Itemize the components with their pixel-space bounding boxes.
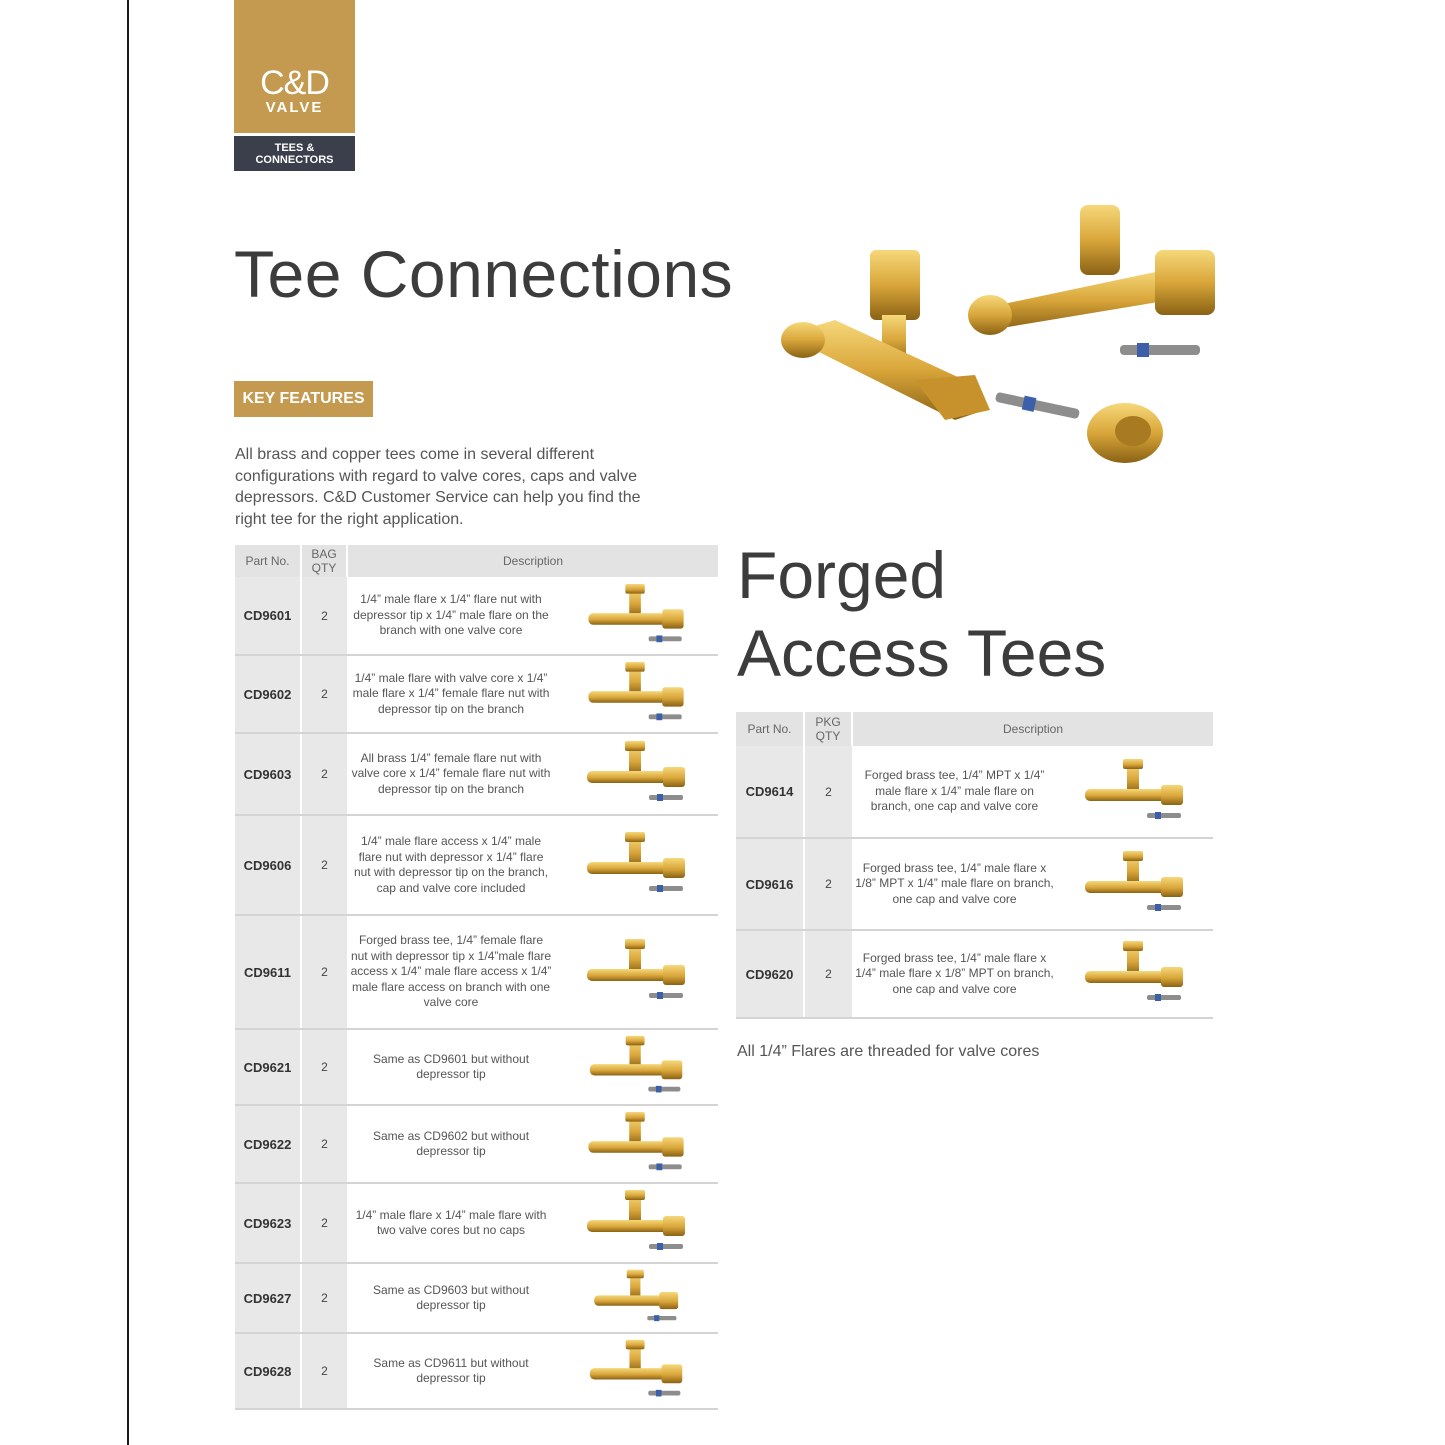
description: Same as CD9603 but without depressor tip (347, 1263, 555, 1333)
flare-note: All 1/4” Flares are threaded for valve cores (737, 1043, 1040, 1060)
table-header-row (736, 712, 1213, 746)
part-number: CD9627 (235, 1263, 301, 1333)
description: 1/4” male flare x 1/4” male flare with two valve cores but no caps (347, 1183, 555, 1263)
header-description: Description (347, 545, 718, 577)
part-number: CD9623 (235, 1183, 301, 1263)
forged-access-tees-table (736, 712, 1213, 1019)
part-number: CD9620 (736, 930, 804, 1018)
product-image (555, 1029, 718, 1105)
quantity: 2 (301, 1333, 347, 1409)
forged-section-title (737, 536, 1106, 692)
forged-title-line1: Forged (737, 538, 947, 612)
description: Forged brass tee, 1/4” male flare x 1/4” male flare x 1/8” MPT on branch, one cap and valve core (852, 930, 1057, 1018)
product-image (555, 733, 718, 815)
intro-paragraph: All brass and copper tees come in several different configurations with regard to valve cores, caps and valve depressors. C&D Customer Service can help you find the right tee for the right application. (235, 446, 641, 528)
product-image (1057, 746, 1213, 838)
product-image (555, 1263, 718, 1333)
table-row (235, 815, 718, 915)
table-row (235, 1029, 718, 1105)
quantity: 2 (301, 915, 347, 1029)
product-image (555, 1183, 718, 1263)
quantity: 2 (301, 1263, 347, 1333)
brand-logo (234, 0, 355, 133)
header-part-no: Part No. (235, 545, 301, 577)
description: Forged brass tee, 1/4” female flare nut with depressor tip x 1/4”male flare access x 1/4” male flare access x 1/4” male flare access on branch with one valve core (347, 915, 555, 1029)
quantity: 2 (301, 655, 347, 733)
table-row (736, 930, 1213, 1018)
table-row (235, 1105, 718, 1183)
product-image (555, 655, 718, 733)
part-number: CD9614 (736, 746, 804, 838)
product-image (555, 1333, 718, 1409)
product-image (555, 577, 718, 655)
forged-title-line2: Access Tees (737, 616, 1107, 690)
table-row (235, 1183, 718, 1263)
description: Same as CD9602 but without depressor tip (347, 1105, 555, 1183)
header-part-no: Part No. (736, 712, 804, 746)
table-row (235, 1263, 718, 1333)
category-line2: CONNECTORS (255, 153, 334, 166)
page-title: Tee Connections (234, 237, 734, 311)
category-label (234, 136, 355, 171)
product-image (555, 915, 718, 1029)
part-number: CD9628 (235, 1333, 301, 1409)
part-number: CD9601 (235, 577, 301, 655)
header-bag-qty: BAG QTY (301, 545, 347, 577)
table-row (235, 733, 718, 815)
tee-connections-table (235, 545, 718, 1410)
part-number: CD9622 (235, 1105, 301, 1183)
product-image (1057, 930, 1213, 1018)
quantity: 2 (301, 1029, 347, 1105)
quantity: 2 (301, 1105, 347, 1183)
quantity: 2 (301, 1183, 347, 1263)
product-image (555, 815, 718, 915)
part-number: CD9611 (235, 915, 301, 1029)
quantity: 2 (804, 746, 852, 838)
part-number: CD9621 (235, 1029, 301, 1105)
table-row (235, 1333, 718, 1409)
description: Same as CD9611 but without depressor tip (347, 1333, 555, 1409)
part-number: CD9606 (235, 815, 301, 915)
logo-sub: VALVE (265, 99, 324, 116)
logo-main: C&D (260, 64, 329, 102)
description: 1/4” male flare with valve core x 1/4” male flare x 1/4” female flare nut with depressor tip on the branch (347, 655, 555, 733)
description: Forged brass tee, 1/4” MPT x 1/4” male flare x 1/4” male flare on branch, one cap and valve core (852, 746, 1057, 838)
description: All brass 1/4” female flare nut with valve core x 1/4” female flare nut with depressor tip on the branch (347, 733, 555, 815)
header-description: Description (852, 712, 1213, 746)
part-number: CD9616 (736, 838, 804, 930)
table-row (736, 838, 1213, 930)
quantity: 2 (804, 930, 852, 1018)
quantity: 2 (301, 815, 347, 915)
header-pkg-qty: PKG QTY (804, 712, 852, 746)
hero-product-image (775, 195, 1225, 470)
quantity: 2 (301, 577, 347, 655)
description: 1/4” male flare access x 1/4” male flare nut with depressor x 1/4” flare nut with depressor tip on the branch, cap and valve core included (347, 815, 555, 915)
table-row (736, 746, 1213, 838)
quantity: 2 (804, 838, 852, 930)
table-row (235, 915, 718, 1029)
quantity: 2 (301, 733, 347, 815)
page-edge-line (127, 0, 129, 1445)
table-row (235, 577, 718, 655)
part-number: CD9603 (235, 733, 301, 815)
product-image (555, 1105, 718, 1183)
table-row (235, 655, 718, 733)
description: 1/4” male flare x 1/4” flare nut with depressor tip x 1/4” male flare on the branch with one valve core (347, 577, 555, 655)
table-header-row (235, 545, 718, 577)
product-image (1057, 838, 1213, 930)
category-line1: TEES & (274, 141, 315, 154)
description: Same as CD9601 but without depressor tip (347, 1029, 555, 1105)
key-features-badge: KEY FEATURES (234, 381, 373, 417)
description: Forged brass tee, 1/4” male flare x 1/8” MPT x 1/4” male flare on branch, one cap and valve core (852, 838, 1057, 930)
part-number: CD9602 (235, 655, 301, 733)
